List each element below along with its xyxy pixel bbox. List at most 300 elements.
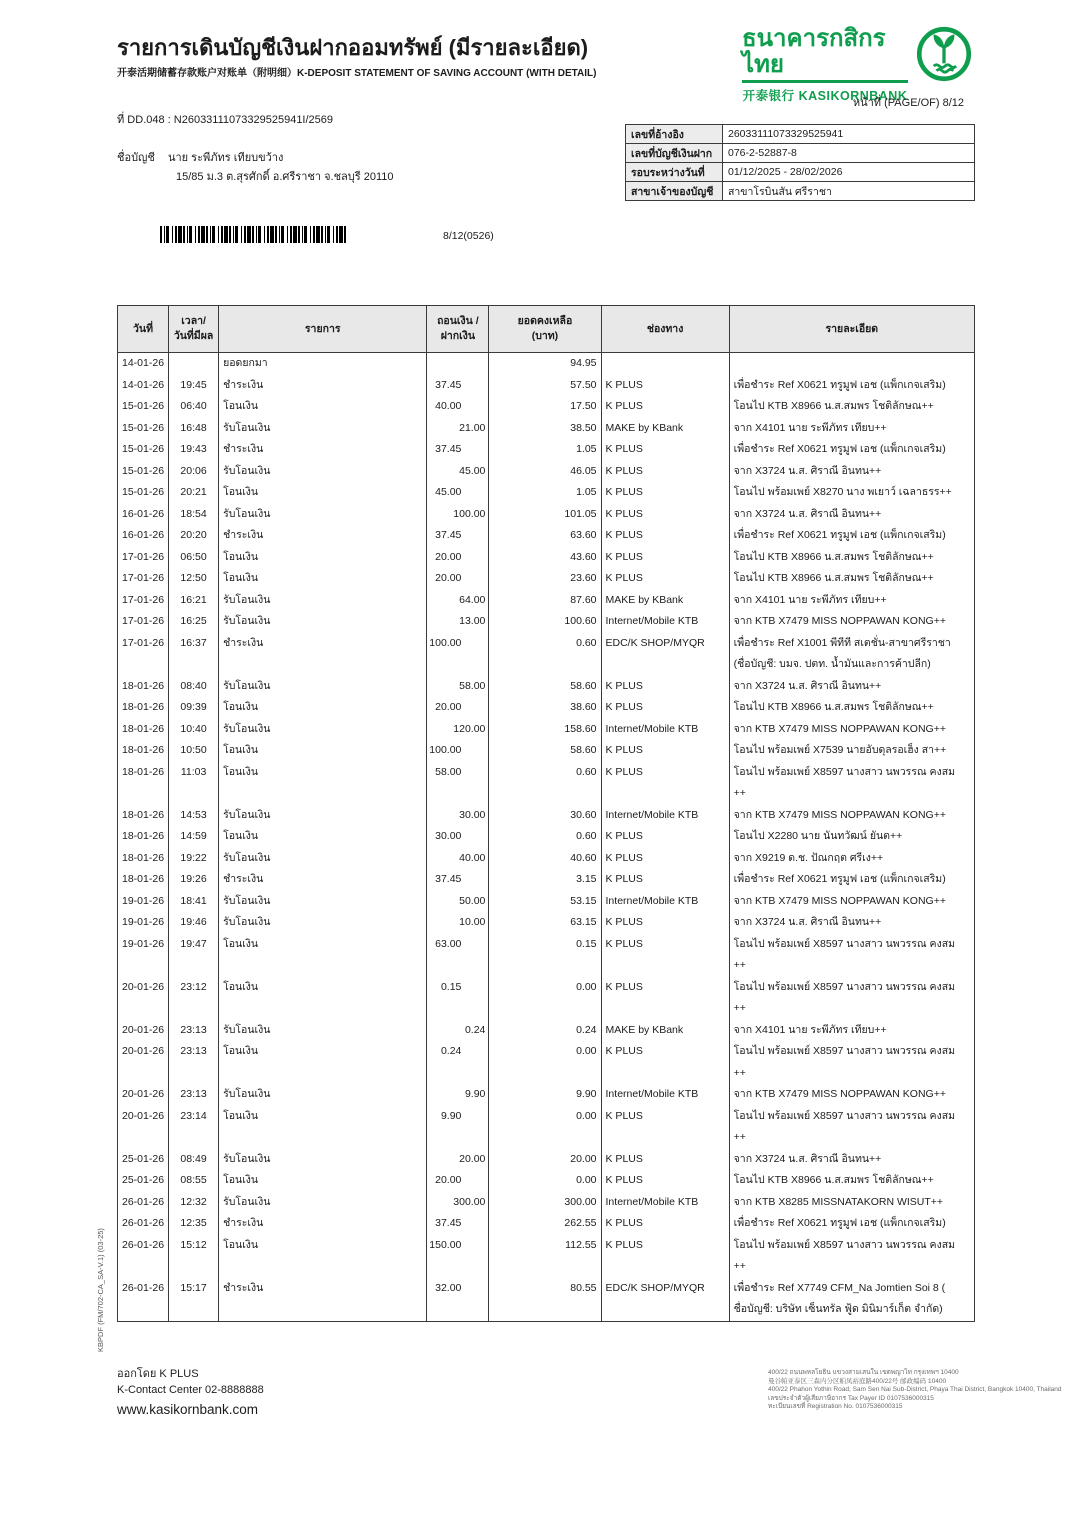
period-label: รอบระหว่างวันที่ [626,163,723,182]
deposit-amount: 13.00 [459,615,486,627]
cell-date: 18-01-26 [118,762,169,805]
cell-balance: 112.55 [489,1235,601,1278]
cell-balance: 0.60 [489,633,601,676]
transaction-row [118,1020,975,1042]
cell-description: รับโอนเงิน [219,1020,427,1042]
cell-detail: จาก X3724 น.ส. ศิราณี อินทน++ [729,461,974,483]
cell-detail: โอนไป พร้อมเพย์ X8597 นางสาว นพวรรณ คงสม ++ [729,934,974,977]
cell-description: รับโอนเงิน [219,461,427,483]
deposit-amount: 30.00 [459,808,486,821]
page-indicator: หน้าที่ (PAGE/OF) 8/12 [852,97,964,109]
cell-detail: โอนไป พร้อมเพย์ X8270 นาง พเยาว์ เฉลาธรร++ [729,482,974,504]
cell-date: 17-01-26 [118,633,169,676]
cell-balance: 9.90 [489,1084,601,1106]
transaction-row [118,439,975,461]
cell-detail: เพื่อชำระ Ref X7749 CFM_Na Jomtien Soi 8 ( ชื่อบัญชี: บริษัท เซ็นทรัล ฟู้ด มินิมาร์เก็ต จำกัด) [729,1278,974,1322]
cell-amount [427,504,489,526]
transaction-row [118,418,975,440]
withdrawal-amount: 0.15 [440,980,462,993]
cell-channel: Internet/Mobile KTB [601,891,729,913]
transaction-row [118,1106,975,1149]
cell-time: 19:43 [169,439,219,461]
transaction-row [118,934,975,977]
cell-channel: K PLUS [601,1235,729,1278]
cell-amount [427,1278,489,1322]
transactions-table [117,305,975,1322]
cell-detail: จาก KTB X7479 MISS NOPPAWAN KONG++ [729,891,974,913]
cell-detail: โอนไป KTB X8966 น.ส.สมพร โชติลักษณ++ [729,396,974,418]
column-header-2: รายการ [219,306,427,353]
cell-description: รับโอนเงิน [219,1192,427,1214]
cell-balance: 101.05 [489,504,601,526]
cell-description: ชำระเงิน [219,869,427,891]
transaction-row [118,547,975,569]
cell-description: โอนเงิน [219,568,427,590]
cell-detail: โอนไป KTB X8966 น.ส.สมพร โชติลักษณ++ [729,697,974,719]
cell-amount [427,912,489,934]
cell-description: รับโอนเงิน [219,848,427,870]
cell-amount [427,1213,489,1235]
cell-balance: 43.60 [489,547,601,569]
deposit-amount: 21.00 [459,421,486,434]
cell-detail: จาก KTB X7479 MISS NOPPAWAN KONG++ [729,805,974,827]
cell-amount [427,375,489,397]
cell-time [169,353,219,375]
cell-balance: 17.50 [489,396,601,418]
transaction-row [118,590,975,612]
cell-amount [427,611,489,633]
cell-amount [427,461,489,483]
branch-value: สาขาโรบินสัน ศรีราชา [723,182,975,201]
cell-balance: 58.60 [489,740,601,762]
cell-channel: K PLUS [601,375,729,397]
account-number-row [626,144,975,163]
address-chinese: 曼谷帕亚泰区三森内分区帕凤裕庭路400/22号 邮政编码 10400 [768,1377,947,1385]
cell-detail: เพื่อชำระ Ref X0621 ทรูมูฟ เอช (แพ็กเกจเสริม) [729,525,974,547]
cell-date: 17-01-26 [118,590,169,612]
cell-time: 19:26 [169,869,219,891]
cell-channel: Internet/Mobile KTB [601,611,729,633]
cell-channel: K PLUS [601,1149,729,1171]
cell-channel: MAKE by KBank [601,590,729,612]
cell-balance: 0.00 [489,1041,601,1084]
period-row [626,163,975,182]
cell-description: ชำระเงิน [219,1278,427,1322]
cell-detail [729,353,974,375]
cell-time: 15:17 [169,1278,219,1322]
cell-channel: K PLUS [601,482,729,504]
cell-date: 19-01-26 [118,891,169,913]
transaction-row [118,1041,975,1084]
cell-time: 16:48 [169,418,219,440]
cell-date: 19-01-26 [118,934,169,977]
cell-time: 15:12 [169,1235,219,1278]
cell-description: โอนเงิน [219,826,427,848]
cell-balance: 0.60 [489,826,601,848]
cell-time: 12:32 [169,1192,219,1214]
cell-channel: K PLUS [601,1170,729,1192]
transaction-row [118,826,975,848]
cell-detail: โอนไป KTB X8966 น.ส.สมพร โชติลักษณ++ [729,547,974,569]
cell-time: 23:14 [169,1106,219,1149]
cell-date: 17-01-26 [118,547,169,569]
cell-channel: K PLUS [601,547,729,569]
cell-amount [427,805,489,827]
footer-left [117,1366,264,1418]
transaction-row [118,633,975,676]
cell-description: รับโอนเงิน [219,504,427,526]
reference-value: 26033111073329525941 [723,125,975,144]
cell-amount [427,1020,489,1042]
cell-date: 26-01-26 [118,1213,169,1235]
transaction-row [118,1213,975,1235]
cell-detail: โอนไป พร้อมเพย์ X8597 นางสาว นพวรรณ คงสม ++ [729,1235,974,1278]
transaction-row [118,697,975,719]
cell-date: 16-01-26 [118,525,169,547]
transaction-row [118,1170,975,1192]
cell-date: 20-01-26 [118,1084,169,1106]
cell-date: 20-01-26 [118,1020,169,1042]
cell-balance: 0.00 [489,1106,601,1149]
cell-detail: โอนไป KTB X8966 น.ส.สมพร โชติลักษณ++ [729,568,974,590]
cell-date: 14-01-26 [118,353,169,375]
transaction-row [118,762,975,805]
cell-date: 18-01-26 [118,826,169,848]
cell-channel: K PLUS [601,439,729,461]
withdrawal-amount: 63.00 [435,937,462,950]
cell-channel: EDC/K SHOP/MYQR [601,633,729,676]
cell-channel: K PLUS [601,762,729,805]
table-header [118,306,975,353]
cell-description: ชำระเงิน [219,525,427,547]
cell-amount [427,762,489,805]
cell-time: 19:47 [169,934,219,977]
cell-balance: 53.15 [489,891,601,913]
cell-detail: จาก KTB X8285 MISSNATAKORN WISUT++ [729,1192,974,1214]
cell-date: 26-01-26 [118,1278,169,1322]
cell-channel: K PLUS [601,461,729,483]
cell-date: 15-01-26 [118,418,169,440]
cell-description: รับโอนเงิน [219,590,427,612]
cell-channel: K PLUS [601,504,729,526]
cell-date: 18-01-26 [118,848,169,870]
cell-time: 16:37 [169,633,219,676]
cell-detail: จาก KTB X7479 MISS NOPPAWAN KONG++ [729,719,974,741]
cell-detail: จาก X4101 นาย ระพีภัทร เทียบ++ [729,1020,974,1042]
cell-time: 08:55 [169,1170,219,1192]
column-header-0: วันที่ [118,306,169,353]
cell-description: โอนเงิน [219,1235,427,1278]
cell-time: 09:39 [169,697,219,719]
cell-date: 20-01-26 [118,1041,169,1084]
cell-channel: K PLUS [601,396,729,418]
cell-time: 20:21 [169,482,219,504]
cell-amount [427,439,489,461]
cell-amount [427,891,489,913]
cell-description: รับโอนเงิน [219,1149,427,1171]
cell-amount [427,418,489,440]
cell-channel: Internet/Mobile KTB [601,805,729,827]
cell-description: โอนเงิน [219,396,427,418]
kasikornbank-sprout-icon [916,26,972,82]
cell-detail: เพื่อชำระ Ref X0621 ทรูมูฟ เอช (แพ็กเกจเสริม) [729,1213,974,1235]
cell-description: รับโอนเงิน [219,676,427,698]
transactions-body [118,353,975,1322]
column-header-6: รายละเอียด [729,306,974,353]
cell-amount [427,1041,489,1084]
transaction-row [118,676,975,698]
cell-description: รับโอนเงิน [219,805,427,827]
cell-time: 16:21 [169,590,219,612]
barcode [160,226,347,243]
account-name: นาย ระพีภัทร เทียบขว้าง [167,152,284,164]
cell-time: 12:35 [169,1213,219,1235]
transaction-row [118,1278,975,1322]
transaction-row [118,568,975,590]
cell-description: โอนเงิน [219,697,427,719]
reference-label: เลขที่อ้างอิง [626,125,723,144]
account-number-label: เลขที่บัญชีเงินฝาก [626,144,723,163]
cell-amount [427,1106,489,1149]
cell-channel: K PLUS [601,1106,729,1149]
cell-date: 20-01-26 [118,1106,169,1149]
cell-detail: โอนไป พร้อมเพย์ X8597 นางสาว นพวรรณ คงสม ++ [729,1041,974,1084]
branch-row [626,182,975,201]
cell-date: 18-01-26 [118,869,169,891]
header-row [118,306,975,353]
cell-amount [427,1149,489,1171]
cell-balance: 46.05 [489,461,601,483]
cell-channel: K PLUS [601,740,729,762]
cell-channel: Internet/Mobile KTB [601,719,729,741]
deposit-amount: 20.00 [459,1152,486,1165]
form-code: KBPDF (FM/702-CA_SA-V.1) (03-25) [96,1228,105,1352]
period-value: 01/12/2025 - 28/02/2026 [723,163,975,182]
branch-label: สาขาเจ้าของบัญชี [626,182,723,201]
deposit-amount: 45.00 [459,464,486,477]
cell-detail: โอนไป X2280 นาย นันทวัฒน์ ยันต++ [729,826,974,848]
cell-time: 18:54 [169,504,219,526]
cell-balance: 0.00 [489,977,601,1020]
transaction-row [118,740,975,762]
withdrawal-amount: 100.00 [429,636,462,649]
cell-time: 06:50 [169,547,219,569]
address-english: 400/22 Phahon Yothin Road, Sam Sen Nai Sub-District, Phaya Thai District, Bangkok 10400, Thailand [768,1386,1062,1393]
transaction-row [118,504,975,526]
cell-amount [427,697,489,719]
cell-detail: จาก X4101 นาย ระพีภัทร เทียบ++ [729,590,974,612]
cell-detail: โอนไป พร้อมเพย์ X8597 นางสาว นพวรรณ คงสม ++ [729,1106,974,1149]
cell-date: 15-01-26 [118,439,169,461]
transaction-row [118,1192,975,1214]
transaction-row [118,912,975,934]
deposit-amount: 0.24 [464,1023,486,1036]
cell-description: โอนเงิน [219,934,427,977]
cell-channel: K PLUS [601,912,729,934]
cell-balance: 94.95 [489,353,601,375]
cell-description: รับโอนเงิน [219,912,427,934]
cell-balance: 100.60 [489,611,601,633]
withdrawal-amount: 20.00 [435,550,462,563]
cell-time: 08:49 [169,1149,219,1171]
issued-by: ออกโดย K PLUS [117,1368,199,1380]
cell-balance: 1.05 [489,482,601,504]
cell-amount [427,568,489,590]
cell-detail: โอนไป KTB X8966 น.ส.สมพร โชติลักษณ++ [729,1170,974,1192]
withdrawal-amount: 58.00 [435,765,462,778]
cell-time: 10:50 [169,740,219,762]
cell-date: 15-01-26 [118,461,169,483]
cell-channel: K PLUS [601,697,729,719]
cell-time: 14:53 [169,805,219,827]
cell-date: 14-01-26 [118,375,169,397]
transaction-row [118,805,975,827]
withdrawal-amount: 40.00 [435,400,462,412]
cell-time: 19:45 [169,375,219,397]
cell-amount [427,353,489,375]
cell-time: 08:40 [169,676,219,698]
cell-amount [427,1084,489,1106]
cell-channel: K PLUS [601,934,729,977]
cell-amount [427,977,489,1020]
transaction-row [118,525,975,547]
withdrawal-amount: 20.00 [435,1174,462,1186]
cell-time: 20:06 [169,461,219,483]
transaction-row [118,869,975,891]
cell-description: โอนเงิน [219,977,427,1020]
cell-time: 06:40 [169,396,219,418]
transaction-row [118,977,975,1020]
transaction-row [118,482,975,504]
cell-balance: 3.15 [489,869,601,891]
cell-time: 19:22 [169,848,219,870]
transaction-row [118,353,975,375]
cell-date: 18-01-26 [118,719,169,741]
column-header-3: ถอนเงิน / ฝากเงิน [427,306,489,353]
contact-center: K-Contact Center 02-8888888 [117,1384,264,1396]
cell-balance: 23.60 [489,568,601,590]
cell-description: รับโอนเงิน [219,719,427,741]
cell-description: โอนเงิน [219,1170,427,1192]
deposit-amount: 64.00 [459,593,486,606]
cell-date: 18-01-26 [118,805,169,827]
cell-date: 16-01-26 [118,504,169,526]
cell-time: 20:20 [169,525,219,547]
deposit-amount: 58.00 [459,679,486,692]
cell-channel: MAKE by KBank [601,418,729,440]
cell-amount [427,676,489,698]
deposit-amount: 10.00 [459,916,486,928]
cell-time: 16:25 [169,611,219,633]
cell-channel: K PLUS [601,977,729,1020]
transaction-row [118,396,975,418]
cell-balance: 38.50 [489,418,601,440]
cell-balance: 40.60 [489,848,601,870]
bank-name-intl: 开泰银行 KASIKORNBANK [742,89,908,103]
cell-detail: จาก X3724 น.ส. ศิราณี อินทน++ [729,504,974,526]
logo-underline [742,80,908,83]
cell-description: โอนเงิน [219,547,427,569]
cell-balance: 30.60 [489,805,601,827]
cell-date: 17-01-26 [118,568,169,590]
cell-amount [427,482,489,504]
cell-detail: เพื่อชำระ Ref X0621 ทรูมูฟ เอช (แพ็กเกจเสริม) [729,375,974,397]
cell-date: 19-01-26 [118,912,169,934]
cell-description: ชำระเงิน [219,1213,427,1235]
cell-detail: เพื่อชำระ Ref X1001 พีทีที สเตชั่น-สาขาศรีราชา (ชื่อบัญชี: บมจ. ปตท. น้ำมันและการค้าปลีก) [729,633,974,676]
cell-balance: 63.60 [489,525,601,547]
cell-amount [427,826,489,848]
cell-detail: เพื่อชำระ Ref X0621 ทรูมูฟ เอช (แพ็กเกจเสริม) [729,869,974,891]
cell-description: โอนเงิน [219,1041,427,1084]
cell-amount [427,1192,489,1214]
withdrawal-amount: 100.00 [429,744,462,756]
cell-amount [427,848,489,870]
cell-detail: โอนไป พร้อมเพย์ X8597 นางสาว นพวรรณ คงสม ++ [729,977,974,1020]
cell-date: 17-01-26 [118,611,169,633]
cell-detail: จาก X3724 น.ส. ศิราณี อินทน++ [729,676,974,698]
withdrawal-amount: 30.00 [435,830,462,842]
cell-time: 14:59 [169,826,219,848]
cell-detail: จาก X9219 ด.ช. ปัณกฤต ศรีเง++ [729,848,974,870]
cell-time: 19:46 [169,912,219,934]
deposit-amount: 40.00 [459,851,486,864]
cell-time: 10:40 [169,719,219,741]
cell-amount [427,719,489,741]
account-name-line [117,148,283,166]
cell-date: 18-01-26 [118,676,169,698]
withdrawal-amount: 20.00 [435,701,462,713]
cell-balance: 87.60 [489,590,601,612]
cell-balance: 158.60 [489,719,601,741]
withdrawal-amount: 20.00 [435,572,462,584]
cell-detail: เพื่อชำระ Ref X0621 ทรูมูฟ เอช (แพ็กเกจเสริม) [729,439,974,461]
cell-balance: 20.00 [489,1149,601,1171]
cell-time: 23:13 [169,1020,219,1042]
bank-website: www.kasikornbank.com [117,1402,259,1417]
cell-amount [427,396,489,418]
withdrawal-amount: 150.00 [429,1238,462,1251]
cell-channel: K PLUS [601,869,729,891]
cell-amount [427,525,489,547]
cell-channel: K PLUS [601,568,729,590]
column-header-5: ช่องทาง [601,306,729,353]
reference-row [626,125,975,144]
cell-balance: 38.60 [489,697,601,719]
cell-channel: K PLUS [601,826,729,848]
cell-amount [427,590,489,612]
account-name-label: ชื่อบัญชี [117,152,155,164]
cell-date: 25-01-26 [118,1170,169,1192]
cell-balance: 63.15 [489,912,601,934]
cell-amount [427,1170,489,1192]
transaction-row [118,461,975,483]
document-number: ที่ DD.048 : N26033111073329525941I/2569 [117,114,334,126]
cell-amount [427,740,489,762]
cell-description: โอนเงิน [219,1106,427,1149]
cell-detail: จาก X3724 น.ส. ศิราณี อินทน++ [729,1149,974,1171]
cell-balance: 0.24 [489,1020,601,1042]
cell-channel [601,353,729,375]
barcode-label: 8/12(0526) [443,230,494,242]
cell-balance: 300.00 [489,1192,601,1214]
cell-description: โอนเงิน [219,482,427,504]
cell-amount [427,547,489,569]
cell-balance: 58.60 [489,676,601,698]
withdrawal-amount: 37.45 [435,873,462,885]
withdrawal-amount: 37.45 [435,378,462,391]
cell-detail: จาก X3724 น.ส. ศิราณี อินทน++ [729,912,974,934]
